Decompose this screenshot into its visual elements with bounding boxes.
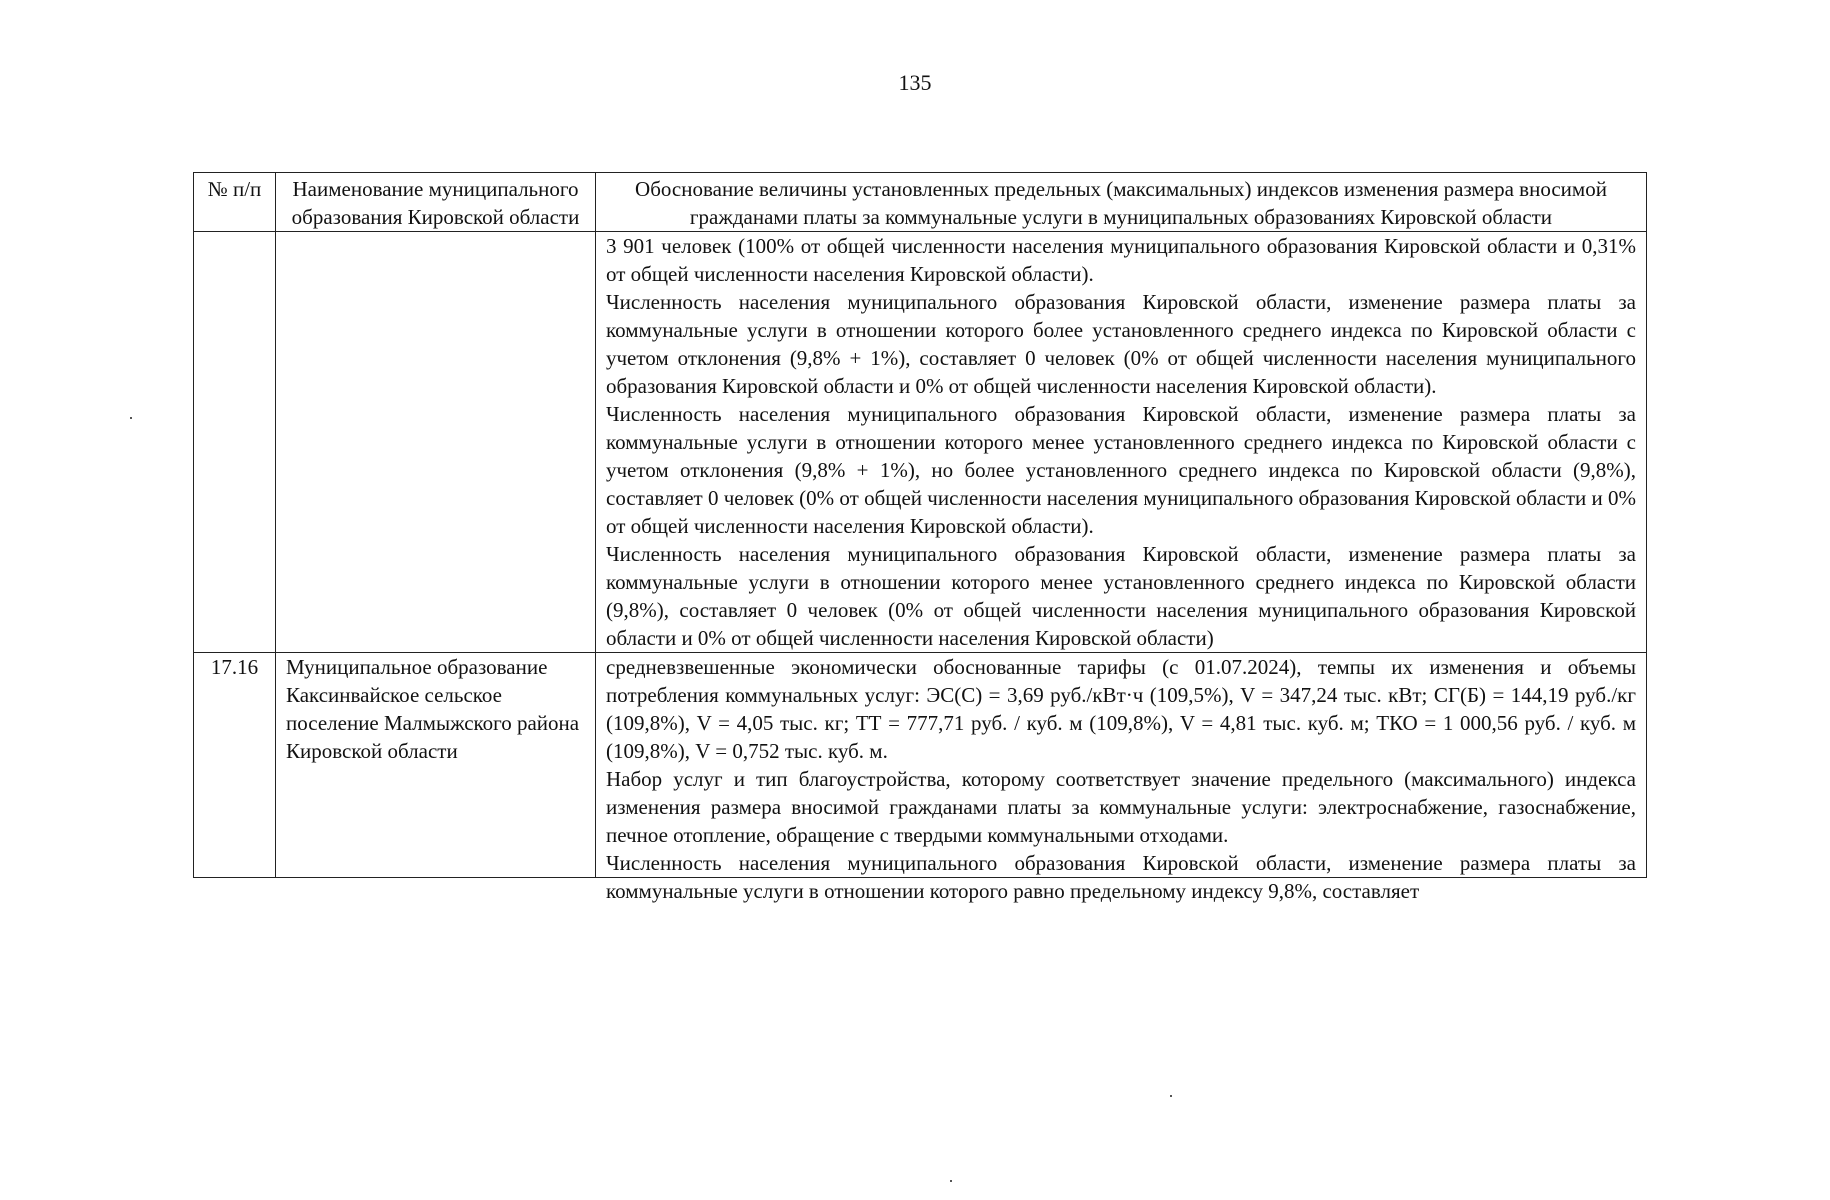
- justification-paragraph: Численность населения муниципального образования Кировской области, изменение размера платы за коммунальные услуги в отношении которого более установленного среднего индекса по Кировской области с учетом отклонения (9,8% + 1%), составляет 0 человек (0% от общей численности населения муниципального образования Кировской области и 0% от общей численности населения Кировской области).: [606, 290, 1636, 398]
- table-row: [194, 653, 1647, 878]
- page-number: 135: [898, 70, 932, 95]
- justification-table: [193, 172, 1647, 903]
- scan-speck: [130, 417, 132, 419]
- justification-paragraph: средневзвешенные экономически обоснованные тарифы (с 01.07.2024), темпы их изменения и объемы потребления коммунальных услуг: ЭС(С) = 3,69 руб./кВт·ч (109,5%), V = 347,24 тыс. кВт; СГ(Б) = 144,19 руб./кг (109,8%), V = 4,05 тыс. кг; ТТ = 777,71 руб. / куб. м (109,8%), V = 4,81 тыс. куб. м; ТКО = 1 000,56 руб. / куб. м (109,8%), V = 0,752 тыс. куб. м.: [606, 655, 1636, 763]
- row-municipality-name: [276, 232, 596, 653]
- justification-paragraph: Численность населения муниципального образования Кировской области, изменение размера платы за коммунальные услуги в отношении которого равно предельному индексу 9,8%, составляет: [606, 851, 1636, 903]
- justification-paragraph: Численность населения муниципального образования Кировской области, изменение размера платы за коммунальные услуги в отношении которого менее установленного среднего индекса по Кировской области с учетом отклонения (9,8% + 1%), но более установленного среднего индекса по Кировской области (9,8%), составляет 0 человек (0% от общей численности населения муниципального образования Кировской области и 0% от общей численности населения Кировской области).: [606, 402, 1636, 538]
- header-municipality-name: Наименование муниципального образования Кировской области: [276, 173, 596, 232]
- justification-paragraph: Набор услуг и тип благоустройства, которому соответствует значение предельного (максимального) индекса изменения размера вносимой гражданами платы за коммунальные услуги: электроснабжение, газоснабжение, печное отопление, обращение с твердыми коммунальными отходами.: [606, 767, 1636, 847]
- justification-paragraph: Численность населения муниципального образования Кировской области, изменение размера платы за коммунальные услуги в отношении которого менее установленного среднего индекса по Кировской области (9,8%), составляет 0 человек (0% от общей численности населения муниципального образования Кировской области и 0% от общей численности населения Кировской области): [606, 542, 1636, 650]
- row-number: 17.16: [194, 653, 276, 878]
- row-justification: [596, 653, 1647, 903]
- table-row: [194, 232, 1647, 653]
- header-justification: Обоснование величины установленных предельных (максимальных) индексов изменения размера вносимой гражданами платы за коммунальные услуги в муниципальных образованиях Кировской области: [596, 173, 1647, 232]
- justification-paragraph: 3 901 человек (100% от общей численности населения муниципального образования Кировской области и 0,31% от общей численности населения Кировской области).: [606, 234, 1636, 286]
- table-header-row: [194, 173, 1647, 232]
- row-justification: [596, 232, 1647, 653]
- row-number: [194, 232, 276, 653]
- header-number: № п/п: [194, 173, 276, 232]
- scan-speck: [950, 1180, 952, 1182]
- row-municipality-name: Муниципальное образование Каксинвайское сельское поселение Малмыжского района Кировской области: [276, 653, 596, 878]
- scan-speck: [1170, 1095, 1172, 1097]
